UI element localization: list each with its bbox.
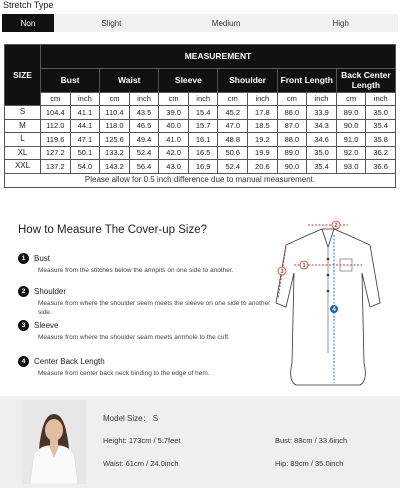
value-cell: 125.6 — [100, 133, 130, 147]
number-badge: 1 — [18, 253, 29, 264]
measure-item-desc: Measure from the stitches below the armpits on one side to another. — [38, 267, 234, 274]
measurement-header: MEASUREMENT — [41, 45, 396, 69]
value-cell: 18.5 — [248, 119, 278, 133]
group-header-waist: Waist — [100, 69, 159, 93]
size-cell: S — [5, 106, 41, 120]
value-cell: 36.6 — [366, 160, 396, 174]
value-cell: 92.0 — [336, 146, 366, 160]
value-cell: 43.5 — [129, 106, 159, 120]
group-header-back-center-length: Back Center Length — [336, 69, 395, 93]
value-cell: 90.0 — [277, 160, 307, 174]
unit-inch: inch — [248, 93, 278, 106]
value-cell: 35.4 — [307, 160, 337, 174]
value-cell: 39.0 — [159, 106, 189, 120]
unit-cm: cm — [218, 93, 248, 106]
value-cell: 143.2 — [100, 160, 130, 174]
measure-item-desc: Measure from where the shoulder seam meets armhole to the cuff. — [38, 334, 230, 341]
measure-item-name: Center Back Length — [34, 357, 105, 366]
measure-item-name: Sleeve — [34, 321, 59, 330]
value-cell: 46.5 — [129, 119, 159, 133]
value-cell: 42.0 — [159, 146, 189, 160]
value-cell: 35.0 — [307, 146, 337, 160]
measure-item-name: Bust — [34, 254, 51, 263]
model-waist: Waist: 61cm / 24.0inch — [103, 459, 179, 468]
number-badge: 3 — [18, 320, 29, 331]
value-cell: 87.0 — [277, 119, 307, 133]
unit-cm: cm — [336, 93, 366, 106]
unit-inch: inch — [307, 93, 337, 106]
dress-outline — [276, 229, 380, 385]
svg-text:1: 1 — [302, 263, 306, 269]
stretch-option-slight: Slight — [101, 18, 122, 28]
table-note: Please allow for 0.5 inch difference due to manual measurement. — [5, 173, 396, 187]
unit-inch: inch — [188, 93, 218, 106]
group-header-shoulder: Shoulder — [218, 69, 277, 93]
value-cell: 89.0 — [336, 106, 366, 120]
table-row — [5, 133, 396, 147]
unit-inch: inch — [70, 93, 100, 106]
value-cell: 33.9 — [307, 106, 337, 120]
value-cell: 16.1 — [188, 133, 218, 147]
value-cell: 133.2 — [100, 146, 130, 160]
value-cell: 49.4 — [129, 133, 159, 147]
value-cell: 110.4 — [100, 106, 130, 120]
size-header: SIZE — [5, 45, 41, 106]
value-cell: 89.0 — [277, 146, 307, 160]
value-cell: 35.0 — [366, 106, 396, 120]
measure-item-name: Shoulder — [34, 287, 67, 296]
value-cell: 45.2 — [218, 106, 248, 120]
model-hip: Hip: 89cm / 35.0inch — [275, 459, 344, 468]
svg-text:3: 3 — [280, 269, 284, 275]
value-cell: 41.1 — [70, 106, 100, 120]
number-badge: 2 — [18, 286, 29, 297]
value-cell: 34.3 — [307, 119, 337, 133]
stretch-option-high: High — [332, 18, 349, 28]
group-header-bust: Bust — [41, 69, 100, 93]
model-photo — [22, 400, 86, 484]
value-cell: 86.0 — [277, 106, 307, 120]
size-chart-table — [4, 44, 396, 188]
measure-item-desc: Measure from where the shoulder seem meets the sleeve on one side to another side. — [38, 300, 271, 316]
stretch-type-title: Stretch Type — [3, 0, 54, 10]
value-cell: 56.4 — [129, 160, 159, 174]
group-header-sleeve: Sleeve — [159, 69, 218, 93]
value-cell: 19.9 — [248, 146, 278, 160]
model-size: Model Size： S — [103, 414, 159, 423]
value-cell: 17.8 — [248, 106, 278, 120]
table-row — [5, 119, 396, 133]
svg-text:4: 4 — [332, 307, 336, 313]
value-cell: 20.6 — [248, 160, 278, 174]
model-height: Height: 173cm / 5.7feet — [103, 436, 181, 445]
model-info-panel — [0, 396, 400, 488]
table-row — [5, 160, 396, 174]
svg-text:2: 2 — [334, 223, 338, 229]
value-cell: 47.1 — [70, 133, 100, 147]
value-cell: 36.2 — [366, 146, 396, 160]
value-cell: 54.0 — [70, 160, 100, 174]
value-cell: 16.9 — [188, 160, 218, 174]
value-cell: 112.0 — [41, 119, 71, 133]
value-cell: 19.2 — [248, 133, 278, 147]
size-cell: L — [5, 133, 41, 147]
stretch-option-medium: Medium — [211, 18, 241, 28]
value-cell: 34.6 — [307, 133, 337, 147]
number-badge: 4 — [18, 356, 29, 367]
measure-item-center-back-length — [18, 356, 278, 379]
value-cell: 93.0 — [336, 160, 366, 174]
stretch-option-non: Non — [2, 14, 54, 32]
unit-cm: cm — [100, 93, 130, 106]
value-cell: 52.4 — [129, 146, 159, 160]
how-to-measure-title: How to Measure The Cover-up Size? — [18, 224, 207, 236]
measure-item-desc: Measure from center back neck binding to the edge of hem. — [38, 370, 210, 377]
unit-cm: cm — [41, 93, 71, 106]
table-row — [5, 106, 396, 120]
value-cell: 41.0 — [159, 133, 189, 147]
value-cell: 47.0 — [218, 119, 248, 133]
unit-cm: cm — [277, 93, 307, 106]
value-cell: 50.6 — [218, 146, 248, 160]
value-cell: 118.0 — [100, 119, 130, 133]
unit-inch: inch — [129, 93, 159, 106]
value-cell: 48.8 — [218, 133, 248, 147]
size-cell: XL — [5, 146, 41, 160]
value-cell: 43.0 — [159, 160, 189, 174]
value-cell: 44.1 — [70, 119, 100, 133]
unit-inch: inch — [366, 93, 396, 106]
measure-item-bust — [18, 253, 278, 276]
dress-measurement-diagram — [272, 213, 384, 398]
value-cell: 137.2 — [41, 160, 71, 174]
value-cell: 127.2 — [41, 146, 71, 160]
value-cell: 50.1 — [70, 146, 100, 160]
value-cell: 40.0 — [159, 119, 189, 133]
table-row — [5, 146, 396, 160]
value-cell: 35.4 — [366, 119, 396, 133]
unit-cm: cm — [159, 93, 189, 106]
value-cell: 15.7 — [188, 119, 218, 133]
measure-item-shoulder — [18, 286, 278, 318]
value-cell: 104.4 — [41, 106, 71, 120]
value-cell: 91.0 — [336, 133, 366, 147]
value-cell: 16.5 — [188, 146, 218, 160]
stretch-type-bar — [2, 14, 398, 32]
group-header-front-length: Front Length — [277, 69, 336, 93]
model-bust: Bust: 88cm / 33.6inch — [275, 436, 348, 445]
value-cell: 88.0 — [277, 133, 307, 147]
value-cell: 90.0 — [336, 119, 366, 133]
value-cell: 52.4 — [218, 160, 248, 174]
size-cell: M — [5, 119, 41, 133]
size-cell: XXL — [5, 160, 41, 174]
measure-item-sleeve — [18, 320, 278, 343]
value-cell: 15.4 — [188, 106, 218, 120]
value-cell: 119.6 — [41, 133, 71, 147]
value-cell: 35.8 — [366, 133, 396, 147]
